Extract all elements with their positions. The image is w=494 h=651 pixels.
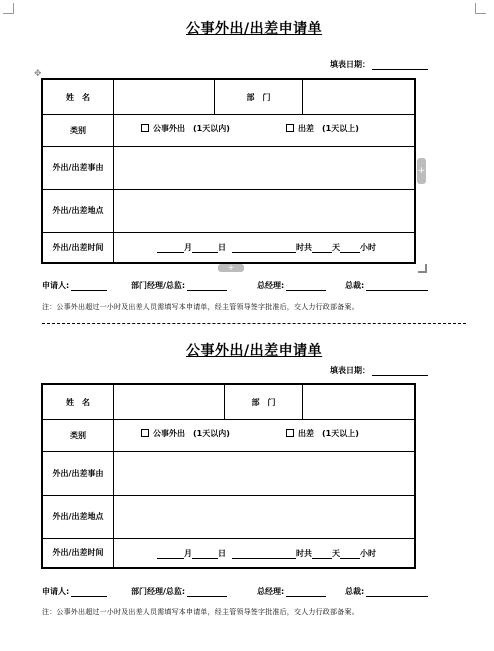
time-fields[interactable]: 月 日 时共 天 小时 (157, 242, 376, 253)
table-row (43, 495, 414, 539)
add-row-icon[interactable]: + (218, 264, 244, 272)
table-row (43, 419, 414, 452)
form-note: 注：公事外出超过一小时及出差人员需填写本申请单，经主管领导签字批准后，交人力行政部备案。 (42, 608, 359, 616)
type-option-trip[interactable]: 出差 (1天以上) (286, 428, 359, 439)
dept-label: 部 门 (215, 80, 303, 114)
place-label: 外出/出差地点 (43, 189, 114, 232)
fill-date (330, 365, 428, 376)
type-label: 类别 (43, 419, 114, 451)
signature-row (42, 586, 442, 598)
time-label: 外出/出差时间 (43, 538, 114, 567)
name-field[interactable] (113, 385, 225, 419)
applicant-sign[interactable]: 申请人: (42, 586, 107, 597)
table-row (43, 189, 414, 233)
name-label: 姓 名 (43, 385, 114, 419)
place-field[interactable] (113, 189, 414, 232)
fill-date-field[interactable] (372, 367, 428, 376)
gm-sign[interactable]: 总经理: (257, 280, 326, 291)
reason-field[interactable] (113, 146, 414, 189)
table-row (43, 232, 414, 262)
add-column-icon[interactable]: + (417, 158, 426, 184)
checkbox-icon[interactable] (141, 429, 149, 437)
fill-date-field[interactable] (372, 61, 428, 70)
manager-sign[interactable]: 部门经理/总监: (131, 280, 227, 291)
type-option-business[interactable]: 公事外出 (1天以内) (141, 123, 230, 134)
reason-label: 外出/出差事由 (43, 146, 114, 189)
dept-label: 部 门 (225, 385, 303, 419)
table-move-icon[interactable]: ✥ (34, 69, 42, 79)
form-note: 注：公事外出超过一小时及出差人员需填写本申请单，经主管领导签字批准后，交人力行政部备案。 (42, 303, 359, 311)
table-row (43, 146, 414, 190)
president-sign[interactable]: 总裁: (345, 586, 428, 597)
form-table (41, 78, 416, 264)
type-option-business[interactable]: 公事外出 (1天以内) (141, 428, 230, 439)
form-title: 公事外出/出差申请单 (186, 21, 323, 37)
page-corner-mark (475, 3, 486, 14)
table-row (43, 80, 414, 115)
table-row (43, 538, 414, 567)
type-option-trip[interactable]: 出差 (1天以上) (286, 123, 359, 134)
president-sign[interactable]: 总裁: (345, 280, 428, 291)
table-row (43, 114, 414, 147)
form-table (41, 383, 416, 569)
table-row (43, 451, 414, 496)
fill-date-label: 填表日期： (330, 60, 370, 69)
dept-field[interactable] (303, 385, 414, 419)
place-field[interactable] (113, 495, 414, 538)
checkbox-icon[interactable] (286, 124, 294, 132)
place-label: 外出/出差地点 (43, 495, 114, 538)
fill-date-label: 填表日期： (330, 366, 370, 375)
page-corner-mark (3, 3, 14, 14)
table-resize-icon[interactable] (418, 264, 427, 273)
reason-label: 外出/出差事由 (43, 451, 114, 495)
time-label: 外出/出差时间 (43, 232, 114, 262)
gm-sign[interactable]: 总经理: (257, 586, 326, 597)
checkbox-icon[interactable] (141, 124, 149, 132)
manager-sign[interactable]: 部门经理/总监: (131, 586, 227, 597)
form-title: 公事外出/出差申请单 (186, 343, 323, 359)
type-label: 类别 (43, 114, 114, 146)
reason-field[interactable] (113, 451, 414, 495)
time-fields[interactable]: 月 日 时共 天 小时 (157, 548, 376, 559)
cut-line-divider (42, 323, 466, 324)
fill-date (330, 59, 428, 70)
signature-row (42, 280, 442, 292)
dept-field[interactable] (303, 80, 414, 114)
name-label: 姓 名 (43, 80, 114, 114)
checkbox-icon[interactable] (286, 429, 294, 437)
table-row (43, 385, 414, 420)
name-field[interactable] (113, 80, 215, 114)
applicant-sign[interactable]: 申请人: (42, 280, 107, 291)
